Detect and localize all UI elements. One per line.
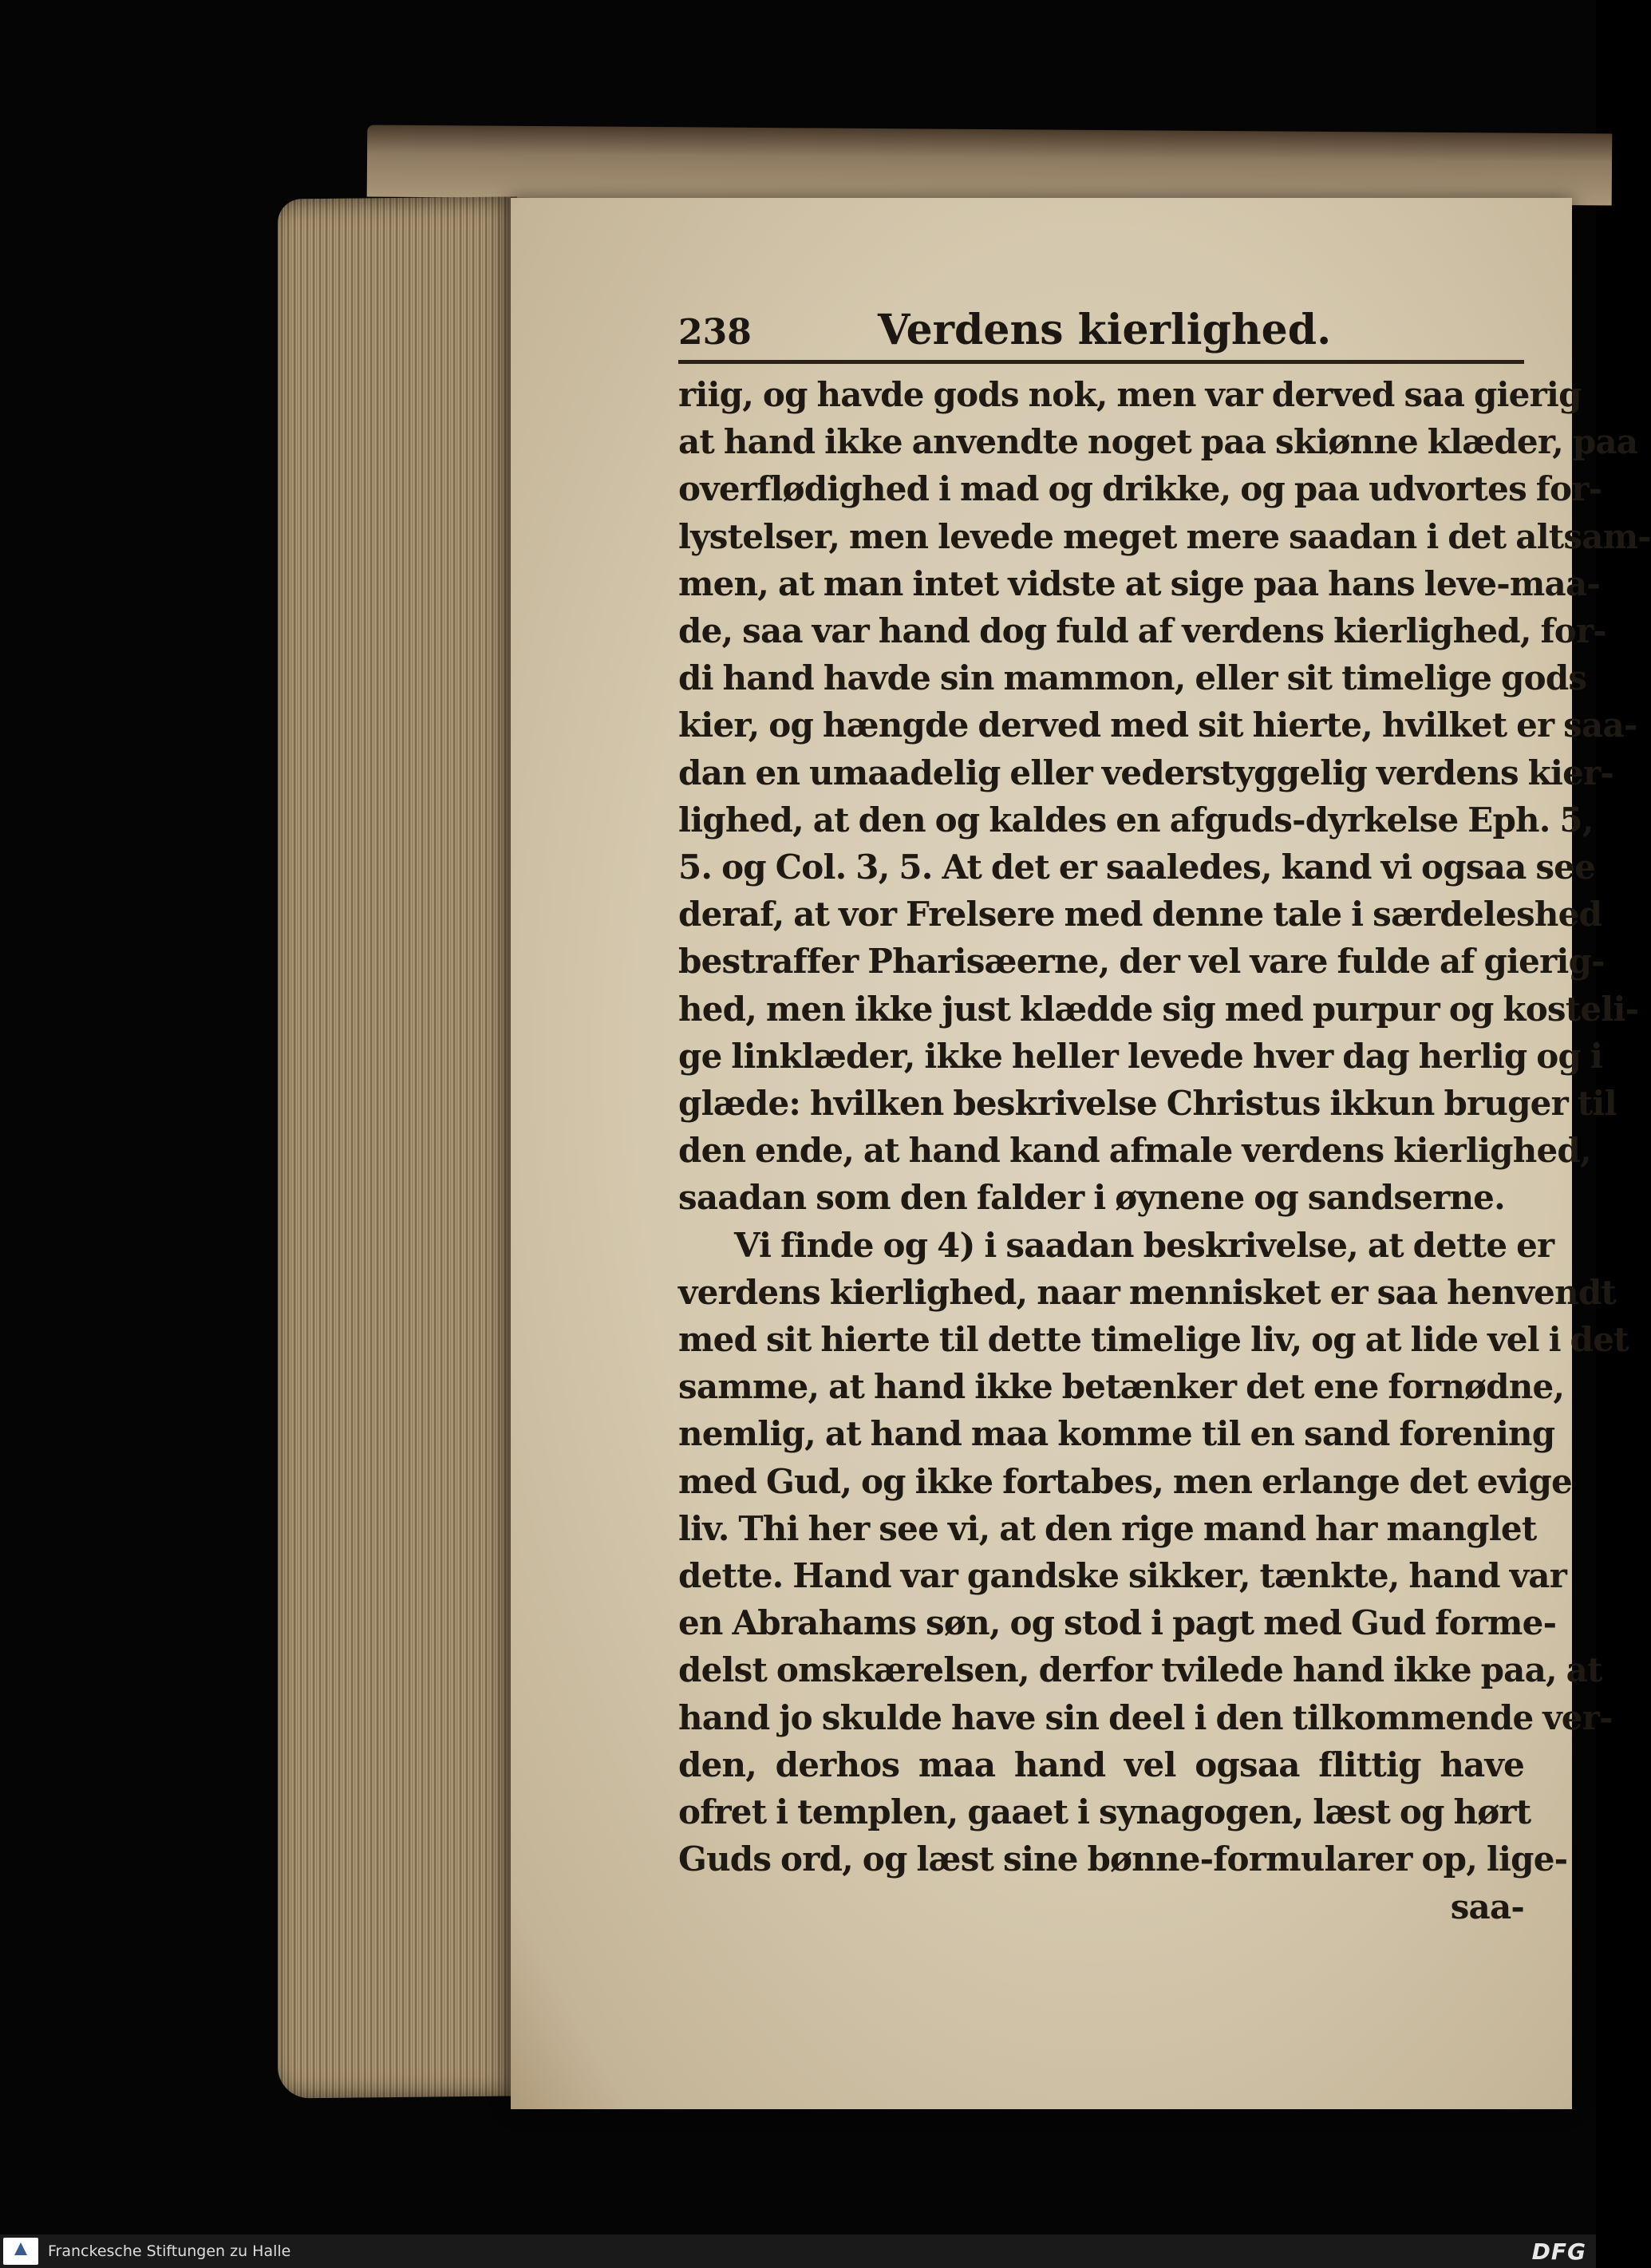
page-content [678, 306, 1651, 1930]
text-line: liv. Thi her see vi, at den rige mand har manglet [678, 1508, 1537, 1548]
dfg-logo: DFG [1531, 2238, 1586, 2265]
page-number: 238 [678, 312, 752, 353]
footer-bar [0, 2234, 1596, 2268]
text-line: ge linklæder, ikke heller levede hver dag herlig og i [678, 1036, 1603, 1076]
book-page [511, 198, 1651, 2109]
text-line: lystelser, men levede meget mere saadan i det altsam- [678, 516, 1651, 556]
text-line: 5. og Col. 3, 5. At det er saaledes, kand vi ogsaa see [678, 848, 1596, 887]
text-line: kier, og hængde derved med sit hierte, hvilket er saa- [678, 705, 1637, 745]
text-line: med Gud, og ikke fortabes, men erlange det evige [678, 1461, 1572, 1501]
running-title: Verdens kierlighed. [878, 306, 1332, 354]
text-line: saadan som den falder i øynene og sandserne. [678, 1178, 1505, 1218]
text-line: dan en umaadelig eller vederstyggelig verdens kier- [678, 753, 1613, 792]
institution-name: Franckesche Stiftungen zu Halle [48, 2242, 291, 2260]
text-line: hand jo skulde have sin deel i den tilkommende ver- [678, 1697, 1613, 1737]
body-text [678, 371, 1651, 1930]
book-page-edges [278, 196, 517, 2098]
text-line: hed, men ikke just klædde sig med purpur og kosteli- [678, 989, 1639, 1029]
text-line: riig, og havde gods nok, men var derved saa gierig [678, 375, 1582, 414]
text-line: de, saa var hand dog fuld af verdens kierlighed, for- [678, 611, 1606, 651]
text-line: delst omskærelsen, derfor tvilede hand ikke paa, at [678, 1650, 1602, 1690]
text-line: ofret i templen, gaaet i synagogen, læst og hørt [678, 1792, 1531, 1832]
text-line: dette. Hand var gandske sikker, tænkte, hand var [678, 1556, 1567, 1596]
text-line: nemlig, at hand maa komme til en sand forening [678, 1414, 1555, 1454]
institution-logo-icon [3, 2238, 38, 2265]
text-line: deraf, at vor Frelsere med denne tale i særdeleshed [678, 895, 1602, 934]
catchword: saa- [1450, 1887, 1524, 1926]
header-rule [678, 360, 1524, 364]
text-line: en Abrahams søn, og stod i pagt med Gud forme- [678, 1603, 1557, 1643]
text-line: lighed, at den og kaldes en afguds-dyrkelse Eph. 5, [678, 800, 1594, 840]
text-line: glæde: hvilken beskrivelse Christus ikkun bruger til [678, 1084, 1617, 1124]
text-line: di hand havde sin mammon, eller sit timelige gods [678, 658, 1587, 698]
text-line: at hand ikke anvendte noget paa skiønne klæder, paa [678, 422, 1638, 462]
text-line: den ende, at hand kand afmale verdens kierlighed, [678, 1131, 1591, 1171]
text-line: verdens kierlighed, naar mennisket er saa henvendt [678, 1272, 1616, 1312]
text-line: overflødighed i mad og drikke, og paa udvortes for- [678, 469, 1602, 509]
text-line: Vi finde og 4) i saadan beskrivelse, at dette er [734, 1225, 1554, 1265]
text-line: med sit hierte til dette timelige liv, og at lide vel i det [678, 1320, 1629, 1360]
text-line: bestraffer Pharisæerne, der vel vare fulde af gierig- [678, 942, 1605, 982]
text-line: men, at man intet vidste at sige paa hans leve-maa- [678, 563, 1600, 603]
text-line: den, derhos maa hand vel ogsaa flittig have [678, 1744, 1524, 1784]
text-line: Guds ord, og læst sine bønne-formularer op, lige- [678, 1839, 1568, 1879]
book-top-edge [367, 125, 1613, 206]
running-head [678, 306, 1524, 362]
text-line: samme, at hand ikke betænker det ene fornødne, [678, 1367, 1565, 1407]
